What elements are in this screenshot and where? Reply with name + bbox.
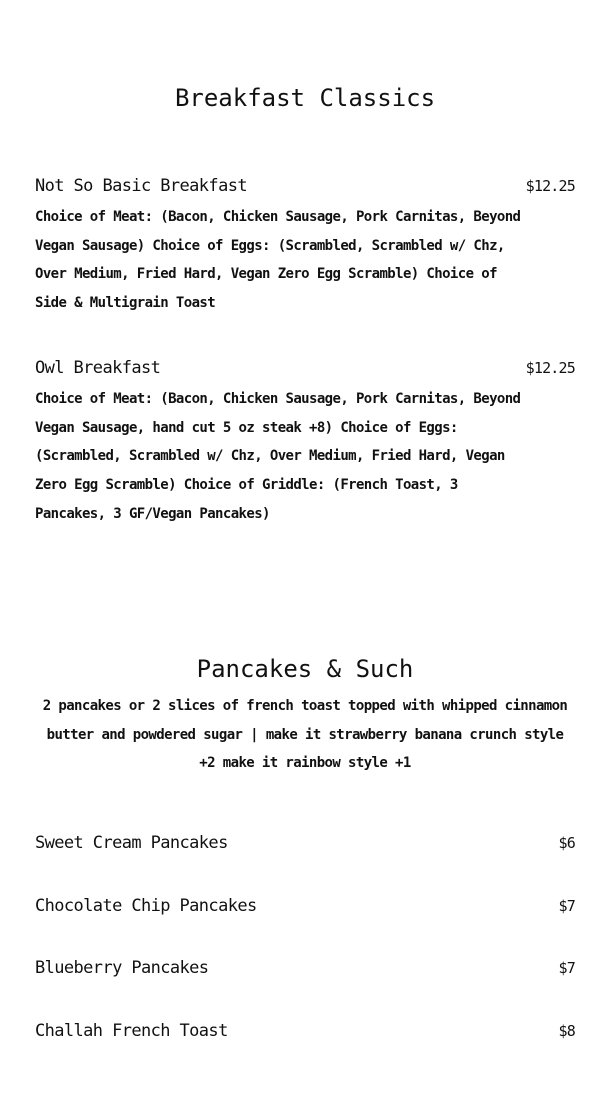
menu-item-name: Chocolate Chip Pancakes bbox=[35, 896, 257, 916]
menu-item-price: $7 bbox=[558, 959, 575, 977]
menu-item-price: $12.25 bbox=[525, 359, 575, 377]
menu-item-blueberry-pancakes bbox=[35, 958, 575, 978]
menu-item-name: Sweet Cream Pancakes bbox=[35, 833, 228, 853]
menu-item-name: Not So Basic Breakfast bbox=[35, 176, 247, 196]
menu-item-price: $7 bbox=[558, 897, 575, 915]
menu-item-description: Choice of Meat: (Bacon, Chicken Sausage, Pork Carnitas, Beyond Vegan Sausage, hand cut 5 oz steak +8) Choice of Eggs: (Scrambled, Scrambled w/ Chz, Over Medium, Fried Hard, Vegan Zero Egg Scramble) Choice of Griddle: (French Toast, 3 Pancakes, 3 GF/Vegan Pancakes) bbox=[35, 391, 521, 522]
menu-item-name: Challah French Toast bbox=[35, 1021, 228, 1041]
menu-item-sweet-cream-pancakes bbox=[35, 833, 575, 853]
menu-item-header bbox=[35, 833, 575, 853]
menu-item-challah-french-toast bbox=[35, 1021, 575, 1041]
menu-item-header bbox=[35, 958, 575, 978]
section-subtitle-pancakes: 2 pancakes or 2 slices of french toast topped with whipped cinnamon butter and powdered sugar | make it strawberry banana crunch style +2 make it rainbow style +1 bbox=[42, 698, 568, 771]
menu-item-price: $12.25 bbox=[525, 177, 575, 195]
section-title-pancakes-and-such: Pancakes & Such bbox=[196, 655, 414, 683]
menu-item-header bbox=[35, 358, 575, 378]
menu-item-header bbox=[35, 1021, 575, 1041]
menu-item-description: Choice of Meat: (Bacon, Chicken Sausage, Pork Carnitas, Beyond Vegan Sausage) Choice of Eggs: (Scrambled, Scrambled w/ Chz, Over Medium, Fried Hard, Vegan Zero Egg Scramble) Choice of Side & Multigrain Toast bbox=[35, 209, 521, 312]
menu-item-not-so-basic-breakfast bbox=[35, 176, 575, 318]
menu-item-name: Owl Breakfast bbox=[35, 358, 161, 378]
menu-item-name: Blueberry Pancakes bbox=[35, 958, 209, 978]
menu-item-header bbox=[35, 176, 575, 196]
menu-item-owl-breakfast bbox=[35, 358, 575, 529]
menu-item-price: $8 bbox=[558, 1022, 575, 1040]
menu-item-header bbox=[35, 896, 575, 916]
menu-item-chocolate-chip-pancakes bbox=[35, 896, 575, 916]
menu-item-price: $6 bbox=[558, 834, 575, 852]
section-title-breakfast-classics: Breakfast Classics bbox=[174, 84, 436, 112]
